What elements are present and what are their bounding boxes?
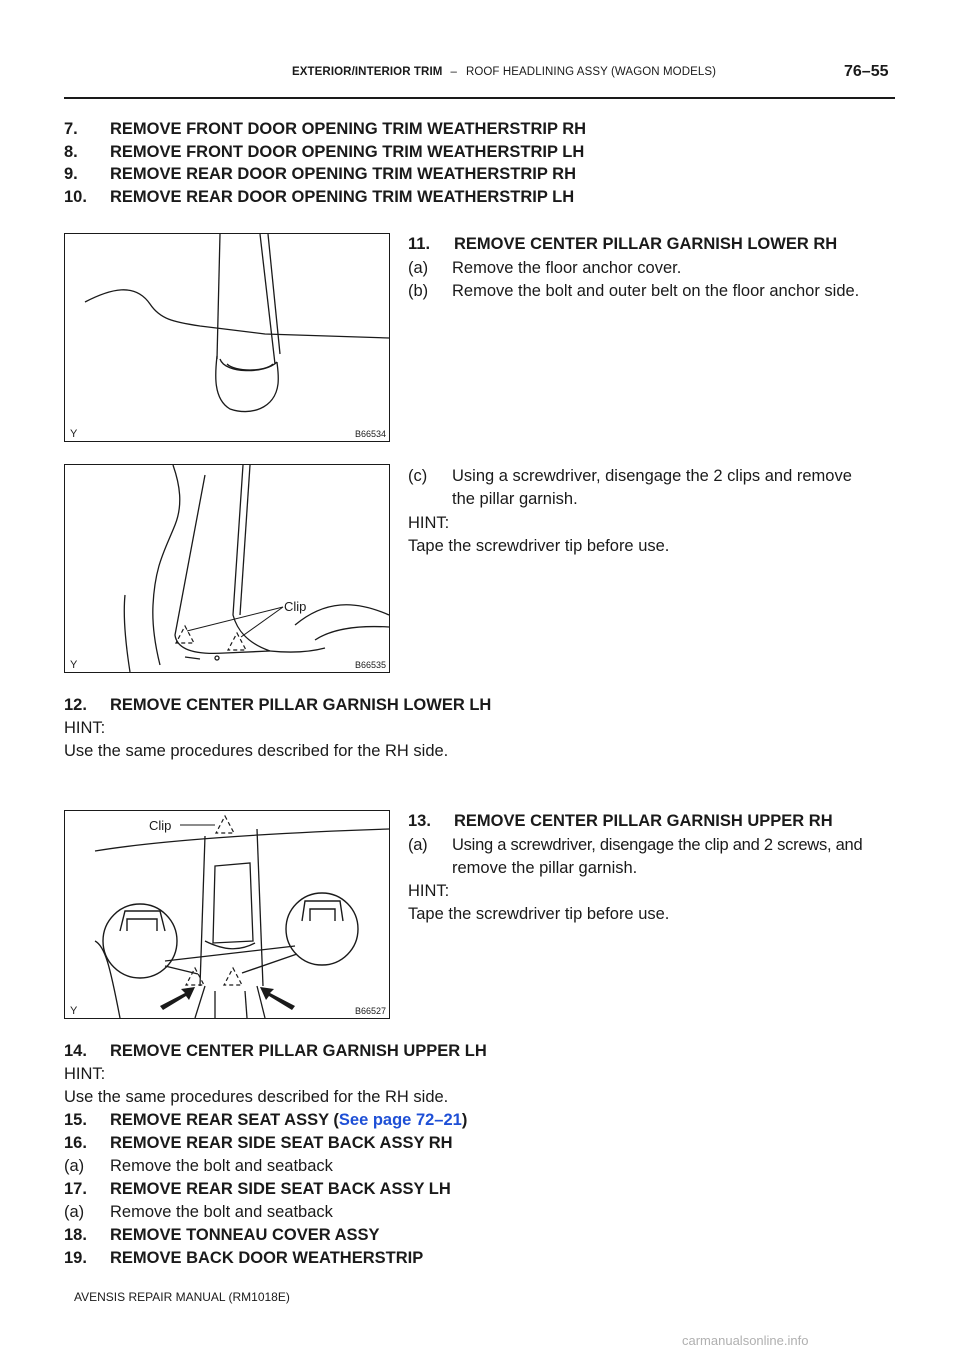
step-13a-line2: remove the pillar garnish. (452, 859, 638, 877)
hint-label: HINT: (64, 1065, 106, 1083)
hint-label: HINT: (408, 882, 450, 900)
step-10: 10. REMOVE REAR DOOR OPENING TRIM WEATHERSTRIP LH (64, 188, 575, 206)
figure-code: B66534 (354, 429, 386, 439)
hint-text: Use the same procedures described for the RH side. (64, 1088, 449, 1106)
clip-callout: Clip (149, 818, 172, 833)
step-8: 8. REMOVE FRONT DOOR OPENING TRIM WEATHERSTRIP LH (64, 143, 585, 161)
upper-pillar-illustration (65, 811, 389, 1018)
hint-text: Tape the screwdriver tip before use. (408, 905, 670, 923)
step-16a: (a) Remove the bolt and seatback (64, 1157, 333, 1175)
step-13a: (a) Using a screwdriver, disengage the clip and 2 screws, and (408, 836, 863, 854)
step-17a: (a) Remove the bolt and seatback (64, 1203, 333, 1221)
step-19: 19. REMOVE BACK DOOR WEATHERSTRIP (64, 1249, 424, 1267)
step-7: 7. REMOVE FRONT DOOR OPENING TRIM WEATHERSTRIP RH (64, 120, 587, 138)
step-12: 12. REMOVE CENTER PILLAR GARNISH LOWER LH (64, 696, 492, 714)
page-number: 76–55 (844, 63, 889, 80)
step-11b: (b) Remove the bolt and outer belt on the floor anchor side. (408, 282, 860, 300)
hint-text: Use the same procedures described for the RH side. (64, 742, 449, 760)
figure-corner-mark: Y (70, 428, 78, 440)
step-16: 16. REMOVE REAR SIDE SEAT BACK ASSY RH (64, 1134, 453, 1152)
figure-corner-mark: Y (70, 1005, 78, 1017)
figure-upper-pillar (64, 810, 390, 1019)
pillar-clips-illustration (65, 465, 389, 672)
step-11: 11. REMOVE CENTER PILLAR GARNISH LOWER RH (408, 235, 838, 253)
step-9: 9. REMOVE REAR DOOR OPENING TRIM WEATHERSTRIP RH (64, 165, 576, 183)
step-14: 14. REMOVE CENTER PILLAR GARNISH UPPER LH (64, 1042, 487, 1060)
step-11c: (c) Using a screwdriver, disengage the 2 clips and remove (408, 467, 852, 485)
page-footer: AVENSIS REPAIR MANUAL (RM1018E) (74, 1290, 290, 1304)
figure-corner-mark: Y (70, 659, 78, 671)
watermark: carmanualsonline.info (682, 1333, 809, 1348)
step-11a: (a) Remove the floor anchor cover. (408, 259, 682, 277)
step-13: 13. REMOVE CENTER PILLAR GARNISH UPPER RH (408, 812, 833, 830)
hint-label: HINT: (408, 514, 450, 532)
header-section: EXTERIOR/INTERIOR TRIM (292, 66, 443, 78)
step-18: 18. REMOVE TONNEAU COVER ASSY (64, 1226, 380, 1244)
step-15: 15. REMOVE REAR SEAT ASSY (See page 72–21) (64, 1111, 468, 1129)
page-header (292, 66, 716, 78)
floor-anchor-illustration (65, 234, 389, 441)
step-17: 17. REMOVE REAR SIDE SEAT BACK ASSY LH (64, 1180, 451, 1198)
header-subsection: ROOF HEADLINING ASSY (WAGON MODELS) (465, 66, 717, 78)
figure-pillar-clips (64, 464, 390, 673)
clip-callout: Clip (284, 599, 307, 614)
see-page-link[interactable]: See page 72–21 (338, 1111, 462, 1129)
figure-floor-anchor-cover (64, 233, 390, 442)
step-11c-line2: the pillar garnish. (452, 490, 578, 508)
figure-code: B66527 (354, 1006, 386, 1016)
hint-text: Tape the screwdriver tip before use. (408, 537, 670, 555)
header-separator: – (450, 66, 457, 78)
header-rule (64, 97, 895, 99)
figure-code: B66535 (354, 660, 386, 670)
hint-label: HINT: (64, 719, 106, 737)
